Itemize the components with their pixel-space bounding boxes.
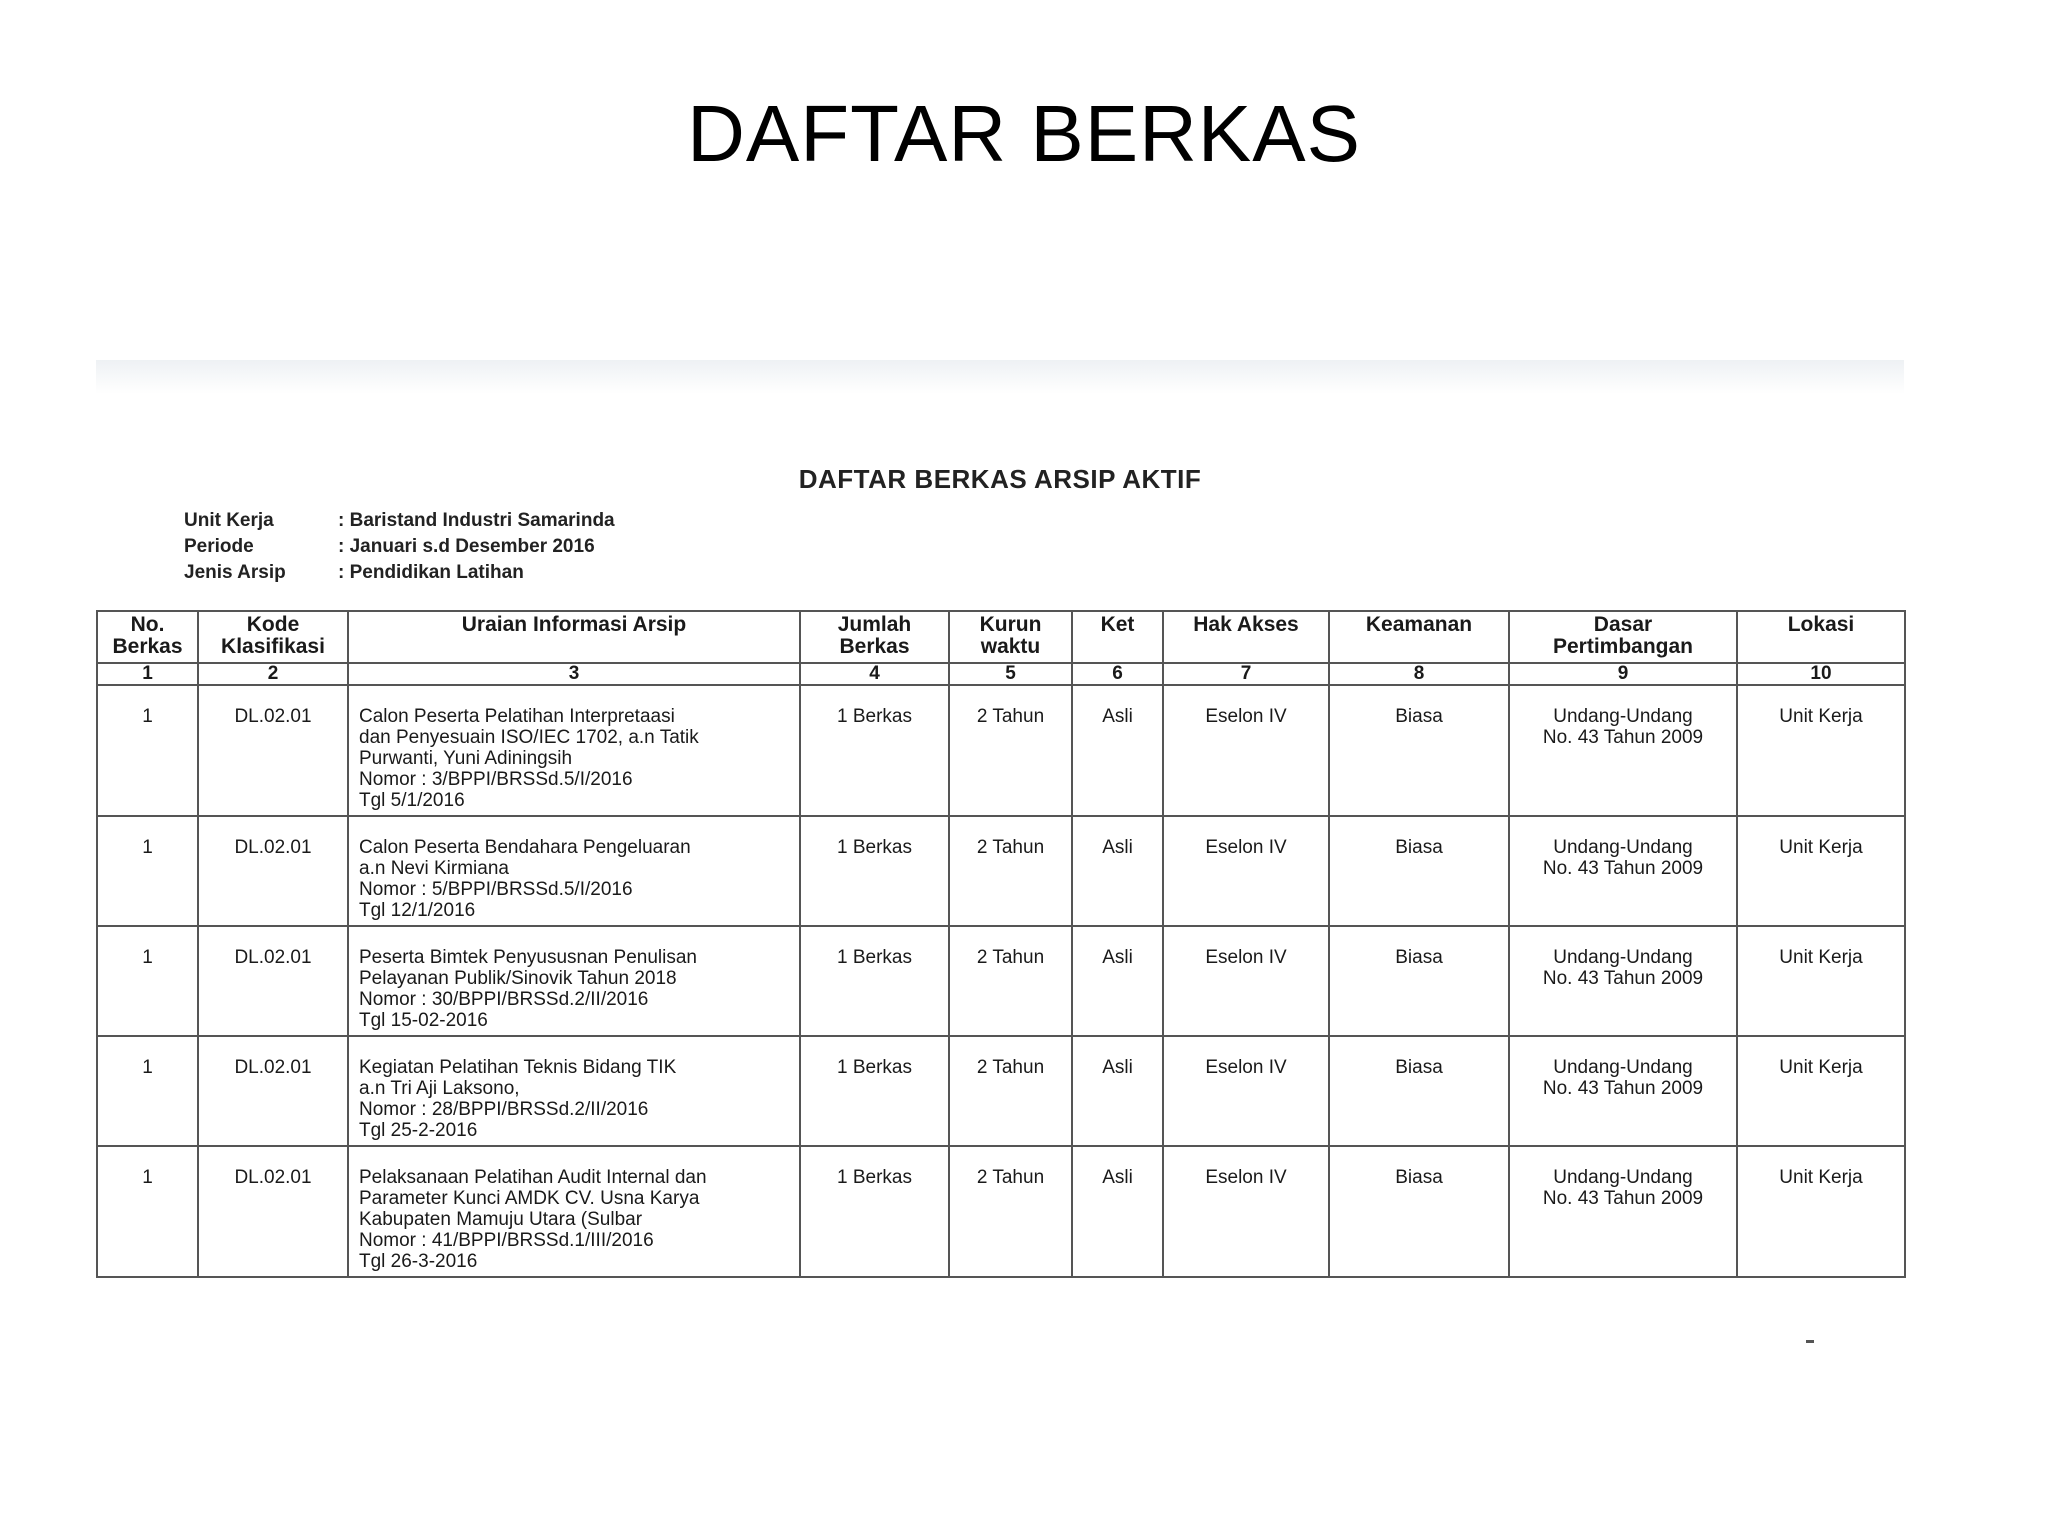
uraian-line: Peserta Bimtek Penyususnan Penulisan [359, 947, 697, 968]
cell-dasar-pertimbangan [1509, 1036, 1737, 1146]
dasar-line: Undang-Undang [1553, 837, 1693, 858]
table-header-row [97, 611, 1905, 663]
column-header [1737, 611, 1905, 663]
meta-label: Jenis Arsip [184, 562, 286, 583]
cell-kurun-waktu: 2 Tahun [949, 1146, 1072, 1277]
column-number: 4 [800, 663, 949, 685]
column-header-line: Berkas [839, 635, 910, 658]
uraian-line: Tgl 5/1/2016 [359, 790, 465, 811]
column-header [1163, 611, 1329, 663]
uraian-line: Calon Peserta Bendahara Pengeluaran [359, 837, 691, 858]
dasar-line: Undang-Undang [1553, 947, 1693, 968]
column-header-line: Jumlah [837, 613, 912, 636]
dasar-line: Undang-Undang [1553, 1167, 1693, 1188]
cell-no-berkas: 1 [97, 1036, 198, 1146]
uraian-line: Kegiatan Pelatihan Teknis Bidang TIK [359, 1057, 677, 1078]
cell-uraian [348, 685, 800, 816]
cell-uraian [348, 816, 800, 926]
column-number: 10 [1737, 663, 1905, 685]
cell-no-berkas: 1 [97, 685, 198, 816]
document-meta [184, 508, 615, 586]
column-header [1509, 611, 1737, 663]
cell-hak-akses: Eselon IV [1163, 926, 1329, 1036]
cell-kurun-waktu: 2 Tahun [949, 926, 1072, 1036]
column-header-line: Dasar [1593, 613, 1653, 636]
table-row [97, 1036, 1905, 1146]
cell-ket: Asli [1072, 685, 1163, 816]
meta-label: Periode [184, 536, 254, 557]
cell-uraian [348, 1036, 800, 1146]
column-number: 5 [949, 663, 1072, 685]
uraian-line: Tgl 12/1/2016 [359, 900, 476, 921]
cell-ket: Asli [1072, 816, 1163, 926]
table-row [97, 926, 1905, 1036]
cell-jumlah-berkas: 1 Berkas [800, 1036, 949, 1146]
uraian-line: a.n Tri Aji Laksono, [359, 1078, 520, 1099]
dasar-line: No. 43 Tahun 2009 [1542, 858, 1704, 879]
uraian-line: Nomor : 5/BPPI/BRSSd.5/I/2016 [359, 879, 633, 900]
uraian-line: dan Penyesuain ISO/IEC 1702, a.n Tatik [359, 727, 699, 748]
cell-no-berkas: 1 [97, 816, 198, 926]
table-row [97, 685, 1905, 816]
column-header [949, 611, 1072, 663]
uraian-line: a.n Nevi Kirmiana [359, 858, 509, 879]
cell-jumlah-berkas: 1 Berkas [800, 1146, 949, 1277]
cell-kurun-waktu: 2 Tahun [949, 685, 1072, 816]
cell-kode-klasifikasi: DL.02.01 [198, 816, 348, 926]
column-number: 2 [198, 663, 348, 685]
cell-no-berkas: 1 [97, 926, 198, 1036]
cell-no-berkas: 1 [97, 1146, 198, 1277]
column-header-line: waktu [980, 635, 1041, 658]
column-header-line: Ket [1100, 613, 1135, 636]
cell-dasar-pertimbangan [1509, 816, 1737, 926]
column-header-line: Kode [246, 613, 300, 636]
dasar-line: Undang-Undang [1553, 1057, 1693, 1078]
column-header-line: Pertimbangan [1552, 635, 1694, 658]
uraian-line: Calon Peserta Pelatihan Interpretaasi [359, 706, 675, 727]
column-header [800, 611, 949, 663]
scan-shadow-band [96, 360, 1904, 394]
meta-value: : Januari s.d Desember 2016 [338, 536, 595, 557]
cell-uraian [348, 1146, 800, 1277]
cell-lokasi: Unit Kerja [1737, 816, 1905, 926]
uraian-line: Nomor : 41/BPPI/BRSSd.1/III/2016 [359, 1230, 654, 1251]
dasar-line: No. 43 Tahun 2009 [1542, 968, 1704, 989]
uraian-line: Kabupaten Mamuju Utara (Sulbar [359, 1209, 643, 1230]
column-number: 3 [348, 663, 800, 685]
cell-keamanan: Biasa [1329, 926, 1509, 1036]
cell-hak-akses: Eselon IV [1163, 816, 1329, 926]
meta-periode [184, 534, 615, 560]
cell-keamanan: Biasa [1329, 685, 1509, 816]
scan-speck [1806, 1340, 1814, 1343]
column-header [97, 611, 198, 663]
column-number: 6 [1072, 663, 1163, 685]
cell-kode-klasifikasi: DL.02.01 [198, 1146, 348, 1277]
cell-dasar-pertimbangan [1509, 685, 1737, 816]
uraian-line: Nomor : 30/BPPI/BRSSd.2/II/2016 [359, 989, 649, 1010]
meta-unit-kerja [184, 508, 615, 534]
uraian-line: Pelayanan Publik/Sinovik Tahun 2018 [359, 968, 677, 989]
cell-lokasi: Unit Kerja [1737, 1146, 1905, 1277]
uraian-line: Tgl 26-3-2016 [359, 1251, 478, 1272]
table-row [97, 1146, 1905, 1277]
dasar-line: Undang-Undang [1553, 706, 1693, 727]
cell-jumlah-berkas: 1 Berkas [800, 685, 949, 816]
column-header-line: Uraian Informasi Arsip [461, 613, 687, 636]
column-header-line: Berkas [112, 635, 183, 658]
cell-dasar-pertimbangan [1509, 926, 1737, 1036]
cell-ket: Asli [1072, 1146, 1163, 1277]
uraian-line: Pelaksanaan Pelatihan Audit Internal dan [359, 1167, 707, 1188]
column-header [198, 611, 348, 663]
meta-value: : Baristand Industri Samarinda [338, 510, 615, 531]
cell-kode-klasifikasi: DL.02.01 [198, 685, 348, 816]
uraian-line: Parameter Kunci AMDK CV. Usna Karya [359, 1188, 700, 1209]
column-header-line: Klasifikasi [221, 635, 325, 658]
column-number: 9 [1509, 663, 1737, 685]
column-header [1072, 611, 1163, 663]
scanned-document [96, 360, 1904, 1370]
table-row [97, 816, 1905, 926]
column-number: 8 [1329, 663, 1509, 685]
column-header [348, 611, 800, 663]
cell-kode-klasifikasi: DL.02.01 [198, 1036, 348, 1146]
cell-lokasi: Unit Kerja [1737, 1036, 1905, 1146]
column-header-line: Lokasi [1787, 613, 1855, 636]
archive-table [96, 610, 1906, 1278]
column-header-line: Kurun [979, 613, 1042, 636]
document-title: DAFTAR BERKAS ARSIP AKTIF [798, 464, 1202, 494]
meta-jenis-arsip [184, 560, 615, 586]
column-header-line: Hak Akses [1193, 613, 1299, 636]
cell-ket: Asli [1072, 1036, 1163, 1146]
cell-jumlah-berkas: 1 Berkas [800, 926, 949, 1036]
cell-ket: Asli [1072, 926, 1163, 1036]
slide-title: DAFTAR BERKAS [687, 89, 1361, 178]
cell-uraian [348, 926, 800, 1036]
dasar-line: No. 43 Tahun 2009 [1542, 1078, 1704, 1099]
cell-keamanan: Biasa [1329, 816, 1509, 926]
archive-table-wrapper [96, 610, 1904, 1278]
column-header-line: Keamanan [1365, 613, 1473, 636]
cell-kode-klasifikasi: DL.02.01 [198, 926, 348, 1036]
uraian-line: Tgl 25-2-2016 [359, 1120, 478, 1141]
cell-jumlah-berkas: 1 Berkas [800, 816, 949, 926]
cell-lokasi: Unit Kerja [1737, 685, 1905, 816]
cell-kurun-waktu: 2 Tahun [949, 1036, 1072, 1146]
dasar-line: No. 43 Tahun 2009 [1542, 1188, 1704, 1209]
column-number: 7 [1163, 663, 1329, 685]
uraian-line: Nomor : 3/BPPI/BRSSd.5/I/2016 [359, 769, 633, 790]
cell-keamanan: Biasa [1329, 1146, 1509, 1277]
cell-lokasi: Unit Kerja [1737, 926, 1905, 1036]
cell-hak-akses: Eselon IV [1163, 1036, 1329, 1146]
cell-keamanan: Biasa [1329, 1036, 1509, 1146]
meta-label: Unit Kerja [184, 510, 274, 531]
uraian-line: Tgl 15-02-2016 [359, 1010, 488, 1031]
cell-dasar-pertimbangan [1509, 1146, 1737, 1277]
column-header-line: No. [130, 613, 165, 636]
uraian-line: Purwanti, Yuni Adiningsih [359, 748, 573, 769]
cell-kurun-waktu: 2 Tahun [949, 816, 1072, 926]
meta-value: : Pendidikan Latihan [338, 562, 524, 583]
table-body [97, 685, 1905, 1277]
column-header [1329, 611, 1509, 663]
column-number: 1 [97, 663, 198, 685]
column-number-row [97, 663, 1905, 685]
uraian-line: Nomor : 28/BPPI/BRSSd.2/II/2016 [359, 1099, 649, 1120]
cell-hak-akses: Eselon IV [1163, 685, 1329, 816]
dasar-line: No. 43 Tahun 2009 [1542, 727, 1704, 748]
cell-hak-akses: Eselon IV [1163, 1146, 1329, 1277]
